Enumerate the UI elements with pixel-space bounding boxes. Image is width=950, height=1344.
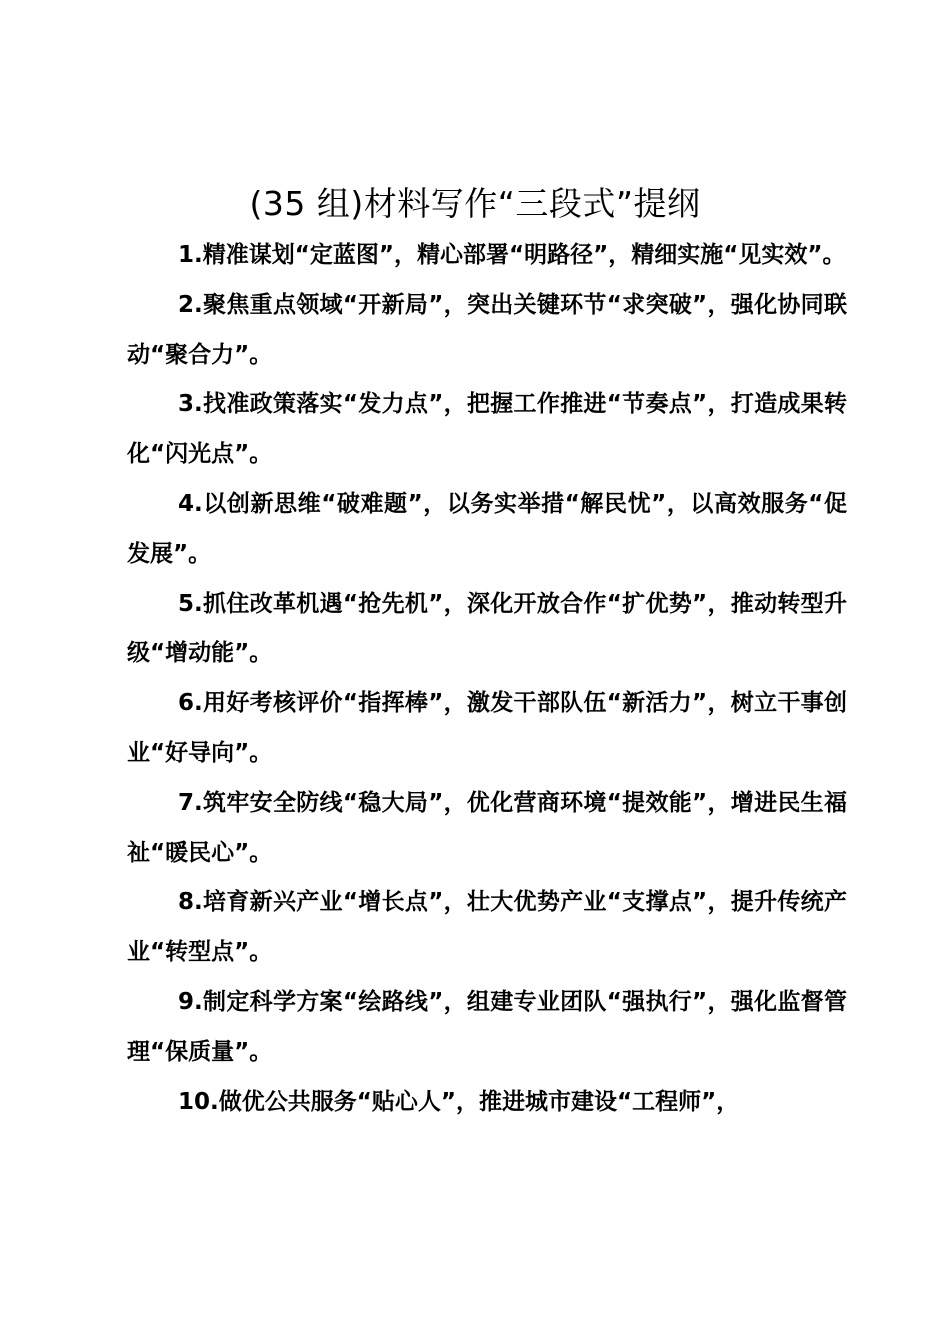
- outline-item-7: 7.筑牢安全防线“稳大局”，优化营商环境“提效能”，增进民生福祉“暖民心”。: [127, 789, 847, 866]
- document-body: [127, 231, 847, 1127]
- outline-item-3: 3.找准政策落实“发力点”，把握工作推进“节奏点”，打造成果转化“闪光点”。: [127, 391, 847, 468]
- document-title: (35 组)材料写作“三段式”提纲: [249, 184, 701, 223]
- outline-item-6: 6.用好考核评价“指挥棒”，激发干部队伍“新活力”，树立干事创业“好导向”。: [127, 690, 847, 766]
- outline-item-1: 1.精准谋划“定蓝图”，精心部署“明路径”，精细实施“见实效”。: [178, 242, 846, 268]
- outline-item-9: 9.制定科学方案“绘路线”，组建专业团队“强执行”，强化监督管理“保质量”。: [127, 988, 847, 1065]
- outline-item-2: 2.聚焦重点领域“开新局”，突出关键环节“求突破”，强化协同联动“聚合力”。: [127, 291, 847, 368]
- outline-item-5: 5.抓住改革机遇“抢先机”，深化开放合作“扩优势”，推动转型升级“增动能”。: [127, 590, 847, 667]
- outline-item-10: 10.做优公共服务“贴心人”，推进城市建设“工程师”，: [178, 1088, 740, 1115]
- outline-item-4: 4.以创新思维“破难题”，以务实举措“解民忧”，以高效服务“促发展”。: [127, 490, 847, 567]
- outline-item-8: 8.培育新兴产业“增长点”，壮大优势产业“支撑点”，提升传统产业“转型点”。: [127, 889, 847, 966]
